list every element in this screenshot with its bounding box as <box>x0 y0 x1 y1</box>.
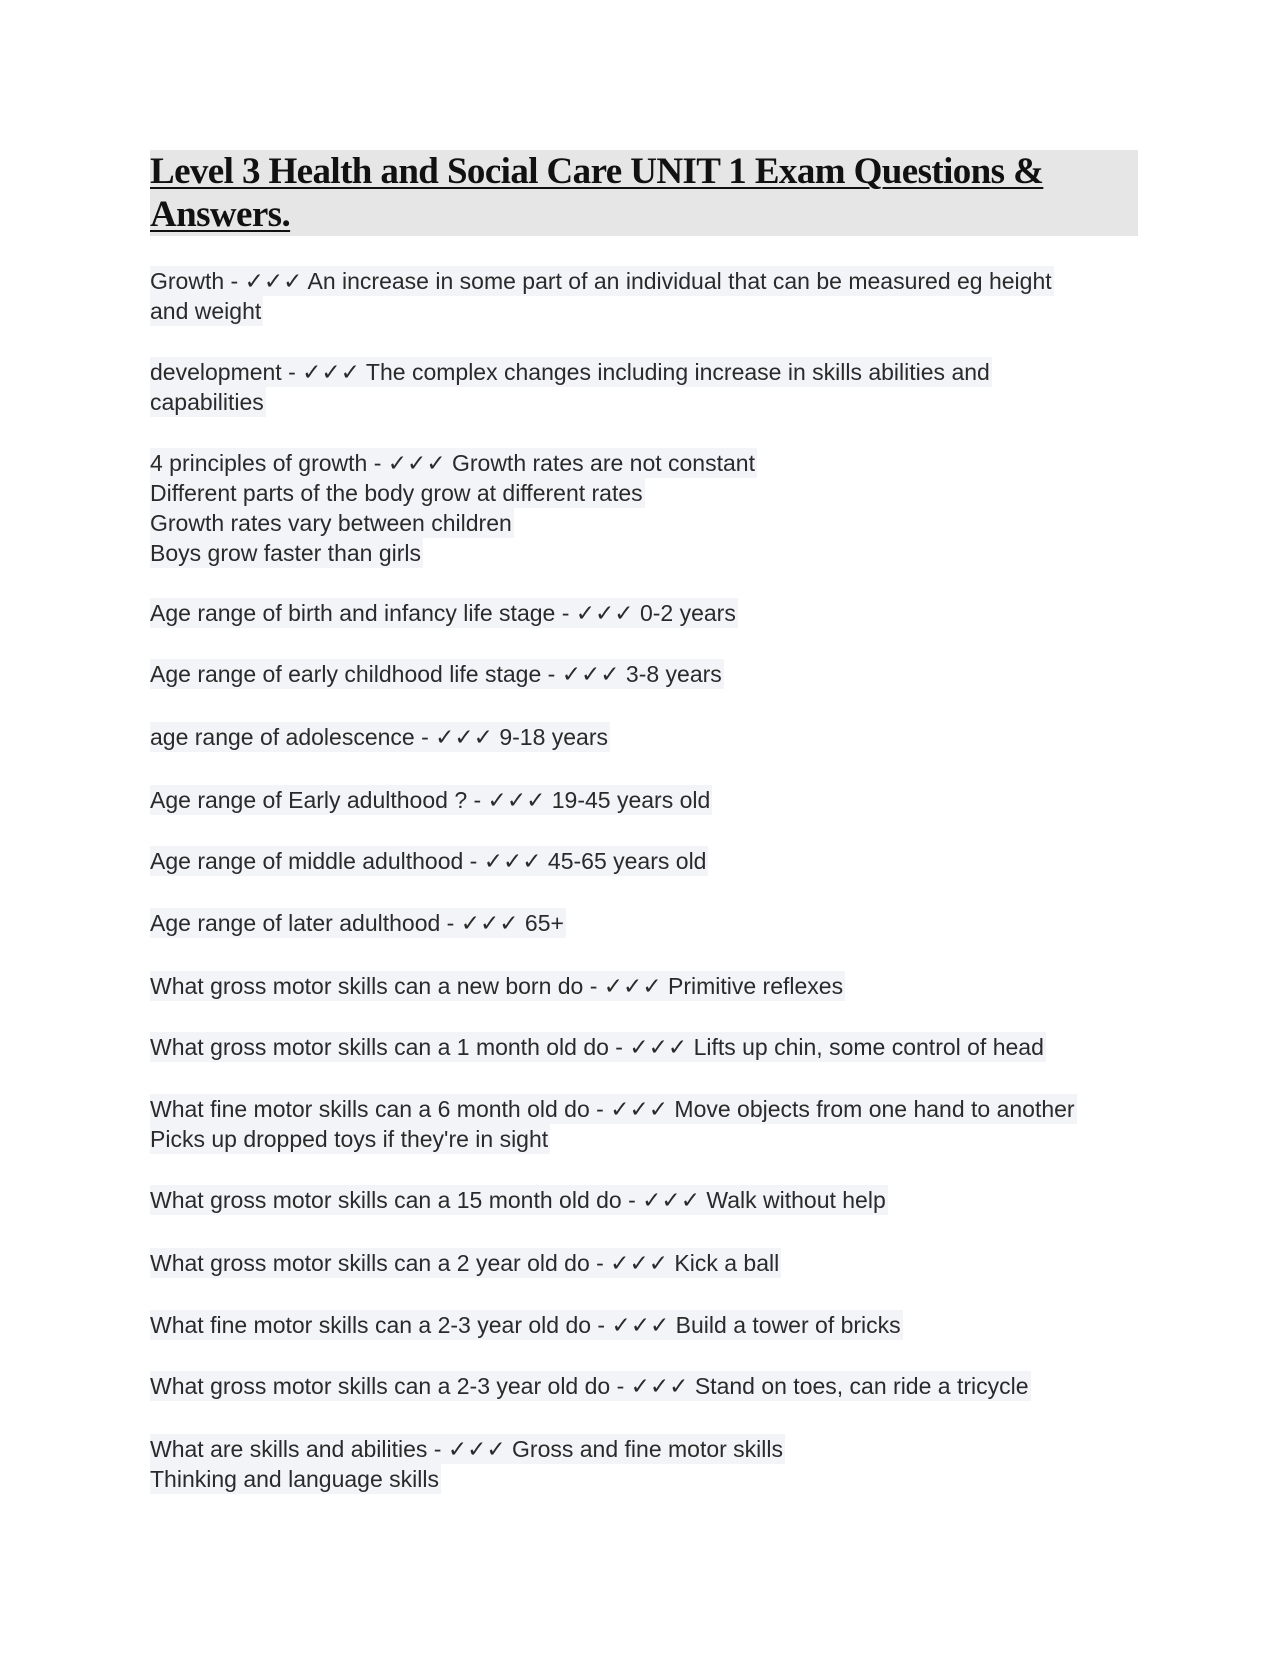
qa-text: Age range of middle adulthood - ✓✓✓ 45-65 years old <box>150 848 707 874</box>
qa-text: development - ✓✓✓ The complex changes including increase in skills abilities and <box>150 359 990 385</box>
qa-text: What gross motor skills can a 2-3 year old do - ✓✓✓ Stand on toes, can ride a tricycle <box>150 1373 1029 1399</box>
qa-item-middle-adulthood <box>150 846 708 876</box>
qa-text: What gross motor skills can a new born do - ✓✓✓ Primitive reflexes <box>150 973 844 999</box>
qa-text: Different parts of the body grow at different rates <box>150 480 643 506</box>
qa-text: Age range of later adulthood - ✓✓✓ 65+ <box>150 910 564 936</box>
page-title-line-1: Level 3 Health and Social Care UNIT 1 Exam Questions & <box>150 151 1044 192</box>
qa-item-newborn <box>150 971 845 1001</box>
qa-item-1-month <box>150 1032 1046 1062</box>
qa-item-15-month <box>150 1185 888 1215</box>
qa-item-principles-of-growth <box>150 448 757 568</box>
qa-text: 4 principles of growth - ✓✓✓ Growth rates are not constant <box>150 450 755 476</box>
qa-item-later-adulthood <box>150 908 566 938</box>
qa-text: age range of adolescence - ✓✓✓ 9-18 years <box>150 724 609 750</box>
title-block <box>150 150 1138 236</box>
qa-text: Boys grow faster than girls <box>150 540 422 566</box>
qa-text: What fine motor skills can a 6 month old do - ✓✓✓ Move objects from one hand to another <box>150 1096 1075 1122</box>
qa-item-development <box>150 357 992 417</box>
qa-text: Age range of birth and infancy life stage - ✓✓✓ 0-2 years <box>150 600 736 626</box>
qa-item-2-3-year-fine <box>150 1310 903 1340</box>
qa-item-2-3-year-gross <box>150 1371 1031 1401</box>
qa-text: Age range of early childhood life stage - ✓✓✓ 3-8 years <box>150 661 722 687</box>
qa-item-adolescence <box>150 722 610 752</box>
qa-text: What fine motor skills can a 2-3 year old do - ✓✓✓ Build a tower of bricks <box>150 1312 901 1338</box>
qa-text: What are skills and abilities - ✓✓✓ Gross and fine motor skills <box>150 1436 784 1462</box>
qa-text: Age range of Early adulthood ? - ✓✓✓ 19-45 years old <box>150 787 711 813</box>
qa-text: Growth - ✓✓✓ An increase in some part of an individual that can be measured eg height <box>150 268 1052 294</box>
qa-text: What gross motor skills can a 2 year old do - ✓✓✓ Kick a ball <box>150 1250 780 1276</box>
qa-text: What gross motor skills can a 15 month old do - ✓✓✓ Walk without help <box>150 1187 886 1213</box>
qa-item-growth <box>150 266 1054 326</box>
qa-item-infancy <box>150 598 738 628</box>
qa-item-early-childhood <box>150 659 724 689</box>
qa-item-6-month <box>150 1094 1077 1154</box>
qa-text: Picks up dropped toys if they're in sight <box>150 1126 549 1152</box>
page-title-line-2: Answers. <box>150 194 291 235</box>
qa-item-early-adulthood <box>150 785 712 815</box>
qa-text: What gross motor skills can a 1 month old do - ✓✓✓ Lifts up chin, some control of head <box>150 1034 1044 1060</box>
qa-item-2-year <box>150 1248 781 1278</box>
page-title <box>150 150 1138 236</box>
qa-text: and weight <box>150 298 262 324</box>
qa-text: Thinking and language skills <box>150 1466 439 1492</box>
qa-text: Growth rates vary between children <box>150 510 512 536</box>
qa-item-skills-abilities <box>150 1434 785 1494</box>
qa-text: capabilities <box>150 389 264 415</box>
